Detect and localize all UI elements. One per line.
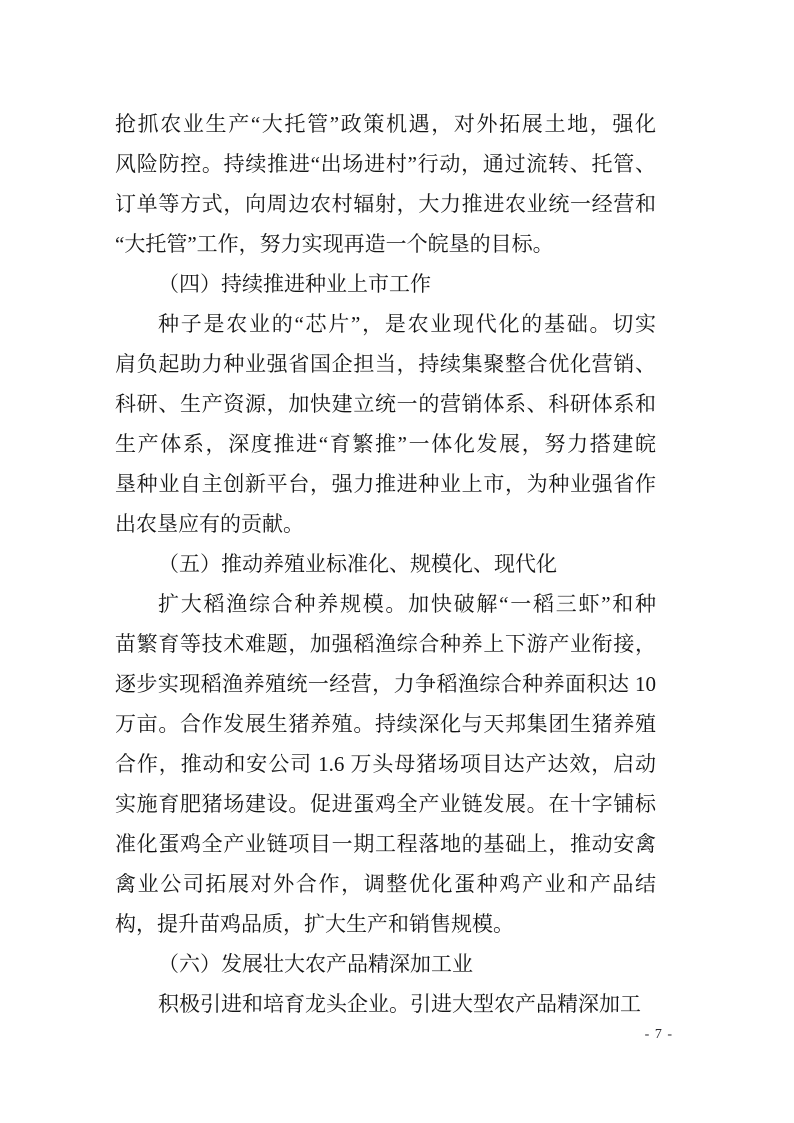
text-line: （五）推动养殖业标准化、规模化、现代化	[158, 552, 557, 576]
paragraph-body	[115, 304, 656, 544]
paragraph-body	[115, 984, 656, 1024]
text-line: 科研、生产资源，加快建立统一的营销体系、科研体系和	[115, 392, 656, 416]
text-line: 抢抓农业生产“大托管”政策机遇，对外拓展土地，强化	[115, 112, 656, 136]
text-line: 种子是农业的“芯片”，是农业现代化的基础。切实	[158, 312, 656, 336]
text-line: 积极引进和培育龙头企业。引进大型农产品精深加工	[158, 992, 641, 1016]
text-line: 逐步实现稻渔养殖统一经营，力争稻渔综合种养面积达 10	[115, 672, 656, 696]
text-line: 实施育肥猪场建设。促进蛋鸡全产业链发展。在十字铺标	[115, 792, 656, 816]
paragraph-heading	[115, 264, 656, 304]
text-line: 合作，推动和安公司 1.6 万头母猪场项目达产达效，启动	[115, 752, 656, 776]
paragraph-heading	[115, 544, 656, 584]
text-line: 构，提升苗鸡品质，扩大生产和销售规模。	[115, 912, 514, 936]
page-number: - 7 -	[644, 1027, 673, 1042]
paragraph-body	[115, 584, 656, 944]
text-line: 垦种业自主创新平台，强力推进种业上市，为种业强省作	[115, 472, 656, 496]
document-body	[115, 104, 656, 1024]
text-line: 禽业公司拓展对外合作，调整优化蛋种鸡产业和产品结	[115, 872, 656, 896]
text-line: 风险防控。持续推进“出场进村”行动，通过流转、托管、	[115, 152, 656, 176]
text-line: 扩大稻渔综合种养规模。加快破解“一稻三虾”和种	[158, 592, 656, 616]
text-line: 肩负起助力种业强省国企担当，持续集聚整合优化营销、	[115, 352, 656, 376]
paragraph-body	[115, 104, 656, 264]
text-line: （六）发展壮大农产品精深加工业	[158, 952, 473, 976]
text-line: “大托管”工作，努力实现再造一个皖垦的目标。	[115, 232, 554, 256]
text-line: 生产体系，深度推进“育繁推”一体化发展，努力搭建皖	[115, 432, 656, 456]
paragraph-heading	[115, 944, 656, 984]
text-line: （四）持续推进种业上市工作	[158, 272, 431, 296]
text-line: 出农垦应有的贡献。	[115, 512, 304, 536]
text-line: 准化蛋鸡全产业链项目一期工程落地的基础上，推动安禽	[115, 832, 656, 856]
text-line: 万亩。合作发展生猪养殖。持续深化与天邦集团生猪养殖	[115, 712, 656, 736]
text-line: 订单等方式，向周边农村辐射，大力推进农业统一经营和	[115, 192, 656, 216]
text-line: 苗繁育等技术难题，加强稻渔综合种养上下游产业衔接，	[115, 632, 656, 656]
